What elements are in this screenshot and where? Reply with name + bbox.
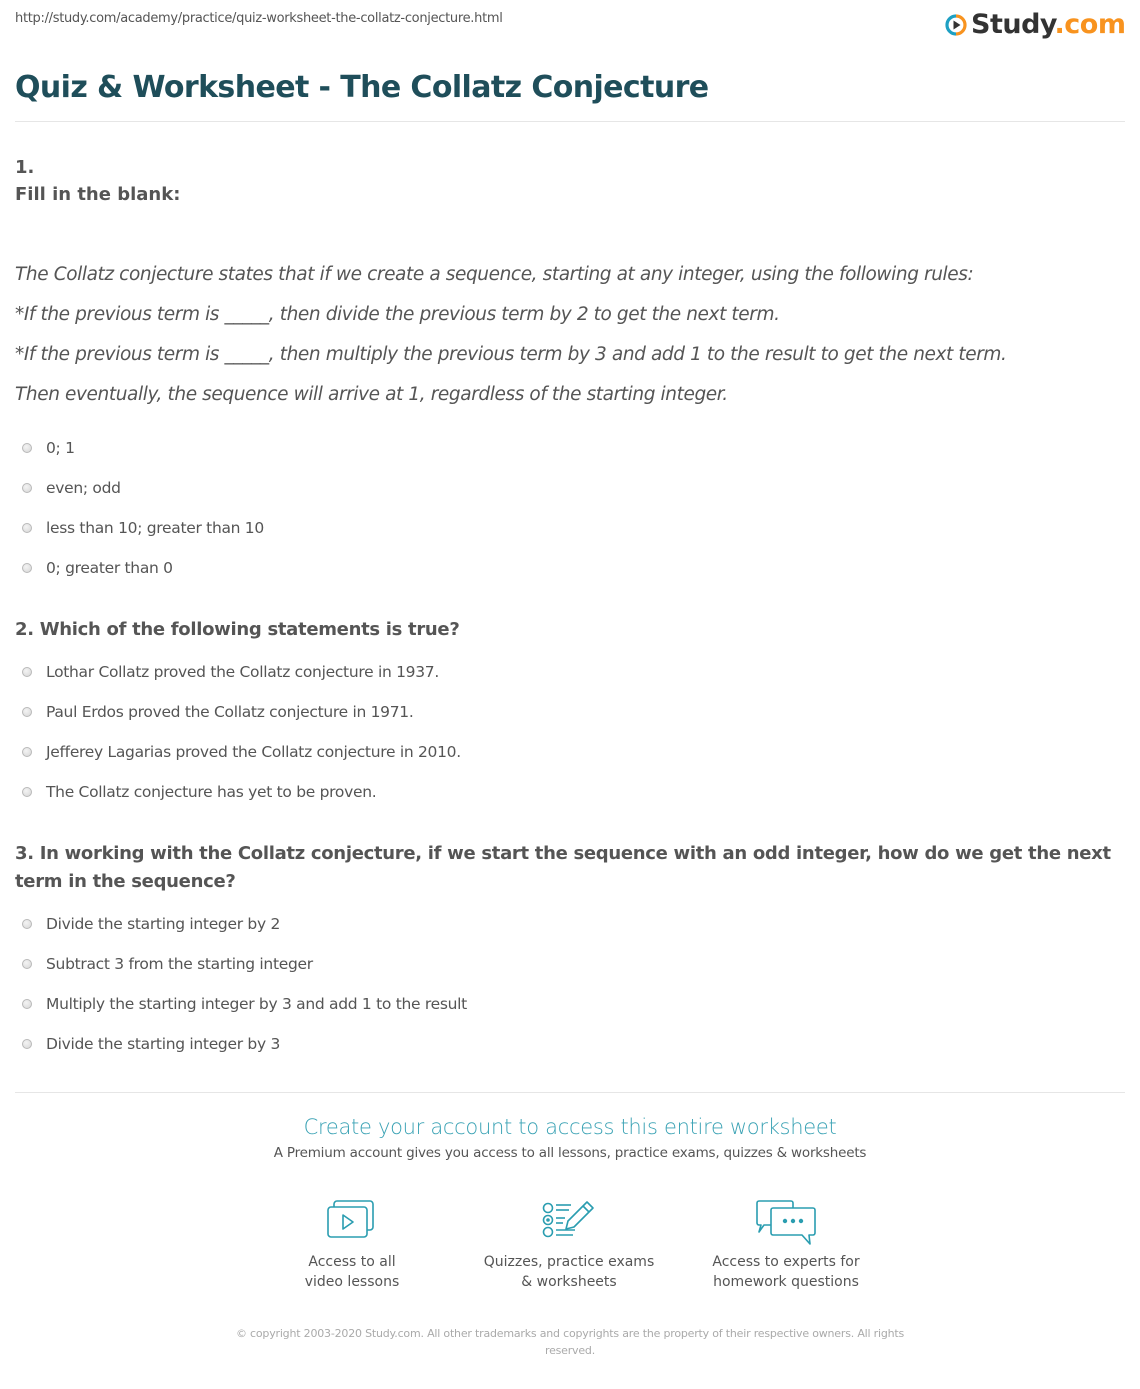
radio-button[interactable] xyxy=(22,747,32,757)
feature-quizzes xyxy=(459,1198,679,1292)
question-3-option[interactable] xyxy=(22,914,280,934)
feature-label-line: Quizzes, practice exams xyxy=(483,1254,655,1270)
feature-label-line: homework questions xyxy=(713,1274,859,1290)
logo-wordmark: Study.com xyxy=(971,9,1126,40)
feature-label-line: & worksheets xyxy=(521,1274,617,1290)
video-lessons-icon xyxy=(325,1198,379,1242)
question-1-prompt-line: The Collatz conjecture states that if we create a sequence, starting at any integer, using the following rules: xyxy=(15,264,974,285)
question-1-option[interactable] xyxy=(22,438,75,458)
question-1-prompt-line: *If the previous term is _____, then multiply the previous term by 3 and add 1 to the result to get the next term. xyxy=(15,344,1007,365)
question-2-option[interactable] xyxy=(22,742,461,762)
question-2-option[interactable] xyxy=(22,702,414,722)
radio-button[interactable] xyxy=(22,1039,32,1049)
radio-button[interactable] xyxy=(22,959,32,969)
copyright-line: reserved. xyxy=(544,1344,596,1357)
question-3-option[interactable] xyxy=(22,994,467,1014)
option-label: 0; 1 xyxy=(46,439,75,457)
study-logo[interactable] xyxy=(945,9,1125,41)
radio-button[interactable] xyxy=(22,443,32,453)
option-label: Multiply the starting integer by 3 and add 1 to the result xyxy=(46,995,467,1013)
question-3-title: 3. In working with the Collatz conjecture, if we start the sequence with an odd integer, how do we get the next term in the sequence? xyxy=(15,843,1111,892)
copyright-line: © copyright 2003-2020 Study.com. All other trademarks and copyrights are the property of their respective owners. All rights xyxy=(235,1327,905,1340)
option-label: Subtract 3 from the starting integer xyxy=(46,955,313,973)
question-1-option[interactable] xyxy=(22,478,121,498)
question-1-prompt-line: *If the previous term is _____, then divide the previous term by 2 to get the next term. xyxy=(15,304,780,325)
feature-label-line: Access to all xyxy=(308,1254,396,1270)
cta-subtitle: A Premium account gives you access to all lessons, practice exams, quizzes & worksheets xyxy=(273,1145,867,1161)
question-3-option[interactable] xyxy=(22,1034,280,1054)
radio-button[interactable] xyxy=(22,523,32,533)
feature-experts xyxy=(676,1198,896,1292)
option-label: Paul Erdos proved the Collatz conjecture in 1971. xyxy=(46,703,414,721)
question-2-title: 2. Which of the following statements is true? xyxy=(15,619,460,640)
create-account-link[interactable]: Create your account to access this entire worksheet xyxy=(303,1115,837,1139)
option-label: less than 10; greater than 10 xyxy=(46,519,264,537)
title-divider xyxy=(15,121,1125,122)
chat-bubbles-icon xyxy=(754,1198,818,1250)
question-2-option[interactable] xyxy=(22,782,376,802)
question-2-option[interactable] xyxy=(22,662,439,682)
radio-button[interactable] xyxy=(22,919,32,929)
option-label: The Collatz conjecture has yet to be proven. xyxy=(46,783,377,801)
feature-label-line: Access to experts for xyxy=(712,1254,860,1270)
question-1-option[interactable] xyxy=(22,558,173,578)
play-circle-icon xyxy=(945,14,967,36)
feature-label-line: video lessons xyxy=(304,1274,400,1290)
option-label: even; odd xyxy=(46,479,121,497)
option-label: Jefferey Lagarias proved the Collatz conjecture in 2010. xyxy=(46,743,461,761)
question-1-label: Fill in the blank: xyxy=(15,184,181,205)
radio-button[interactable] xyxy=(22,667,32,677)
radio-button[interactable] xyxy=(22,787,32,797)
radio-button[interactable] xyxy=(22,707,32,717)
radio-button[interactable] xyxy=(22,483,32,493)
page-title: Quiz & Worksheet - The Collatz Conjecture xyxy=(15,70,709,105)
question-1-prompt-line: Then eventually, the sequence will arrive at 1, regardless of the starting integer. xyxy=(15,384,728,405)
option-label: 0; greater than 0 xyxy=(46,559,173,577)
question-1-option[interactable] xyxy=(22,518,264,538)
radio-button[interactable] xyxy=(22,563,32,573)
quiz-checklist-icon xyxy=(541,1198,597,1242)
question-3-option[interactable] xyxy=(22,954,313,974)
feature-video-lessons xyxy=(242,1198,462,1292)
question-1-number: 1. xyxy=(15,157,35,178)
option-label: Divide the starting integer by 3 xyxy=(46,1035,281,1053)
option-label: Lothar Collatz proved the Collatz conjecture in 1937. xyxy=(46,663,439,681)
copyright-notice xyxy=(210,1325,930,1359)
page-url: http://study.com/academy/practice/quiz-worksheet-the-collatz-conjecture.html xyxy=(15,11,503,26)
radio-button[interactable] xyxy=(22,999,32,1009)
cta-divider xyxy=(15,1092,1125,1093)
option-label: Divide the starting integer by 2 xyxy=(46,915,281,933)
